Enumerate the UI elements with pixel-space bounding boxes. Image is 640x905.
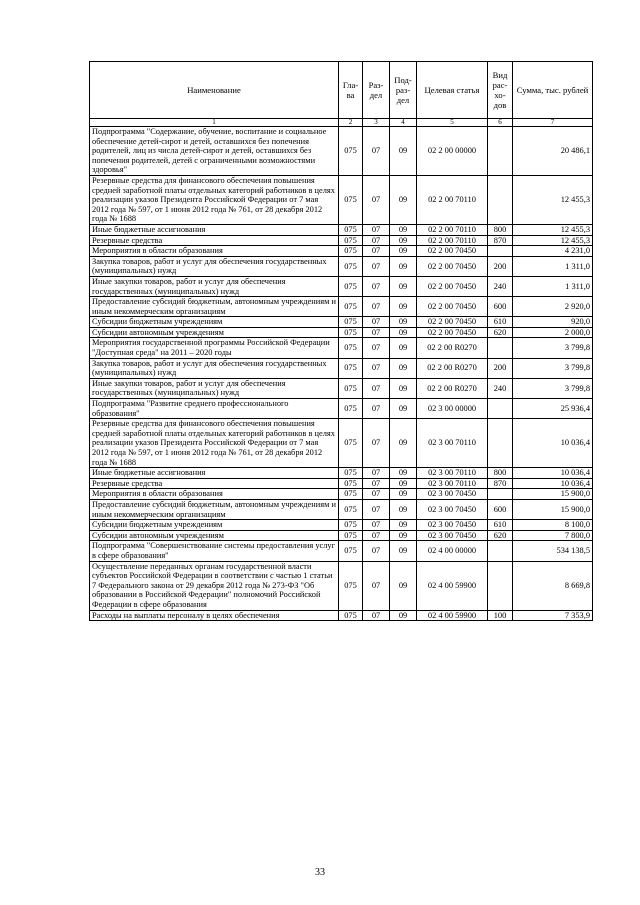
row-glava: 075 [339,489,363,500]
row-target: 02 2 00 00000 [417,127,488,176]
row-vid [488,127,513,176]
row-razdel: 07 [363,499,390,519]
row-vid [488,419,513,468]
row-vid: 620 [488,327,513,338]
row-podrazdel: 09 [390,520,417,531]
row-podrazdel: 09 [390,317,417,328]
row-vid: 870 [488,478,513,489]
row-razdel: 07 [363,520,390,531]
header-name: Наименование [90,62,339,119]
row-target: 02 3 00 70450 [417,489,488,500]
row-vid: 200 [488,358,513,378]
row-glava: 075 [339,224,363,235]
row-podrazdel: 09 [390,175,417,224]
row-target: 02 3 00 70110 [417,468,488,479]
row-vid [488,561,513,610]
row-razdel: 07 [363,561,390,610]
table-row [90,358,593,378]
row-target: 02 3 00 70450 [417,530,488,541]
row-sum: 7 800,0 [513,530,593,541]
row-target: 02 2 00 70450 [417,317,488,328]
table-row [90,276,593,296]
header-podrazdel: Под-раз-дел [390,62,417,119]
row-vid [488,338,513,358]
row-target: 02 2 00 R0270 [417,378,488,398]
row-sum: 3 799,8 [513,378,593,398]
row-target: 02 4 00 59900 [417,610,488,621]
row-target: 02 2 00 70110 [417,175,488,224]
row-sum: 3 799,8 [513,358,593,378]
row-razdel: 07 [363,276,390,296]
row-sum: 2 000,0 [513,327,593,338]
row-razdel: 07 [363,358,390,378]
row-target: 02 2 00 R0270 [417,358,488,378]
row-vid: 870 [488,235,513,246]
table-row [90,541,593,561]
row-podrazdel: 09 [390,378,417,398]
column-number-row [90,119,593,127]
row-name: Подпрограмма "Содержание, обучение, воспитание и социальное обеспечение детей-сирот и детей, оставшихся без попечения родителей, лиц из числа детей-сирот и детей, оставшихся без попечения родителей, детей с ограниченными возможностями здоровья" [90,127,339,176]
row-target: 02 2 00 70450 [417,297,488,317]
table-row [90,530,593,541]
header-row [90,62,593,119]
row-target: 02 2 00 70110 [417,224,488,235]
row-razdel: 07 [363,399,390,419]
header-sum: Сумма, тыс. рублей [513,62,593,119]
row-target: 02 4 00 00000 [417,541,488,561]
table-row [90,338,593,358]
row-podrazdel: 09 [390,478,417,489]
row-name: Подпрограмма "Совершенствование системы предоставления услуг в сфере образования" [90,541,339,561]
row-vid: 200 [488,256,513,276]
row-razdel: 07 [363,541,390,561]
row-name: Иные бюджетные ассигнования [90,224,339,235]
row-podrazdel: 09 [390,327,417,338]
row-glava: 075 [339,520,363,531]
row-name: Закупка товаров, работ и услуг для обеспечения государственных (муниципальных) нужд [90,358,339,378]
row-sum: 920,0 [513,317,593,328]
row-podrazdel: 09 [390,468,417,479]
row-glava: 075 [339,256,363,276]
row-razdel: 07 [363,530,390,541]
row-sum: 1 311,0 [513,276,593,296]
row-vid [488,175,513,224]
row-sum: 3 799,8 [513,338,593,358]
row-glava: 075 [339,317,363,328]
row-target: 02 2 00 R0270 [417,338,488,358]
col-number: 1 [90,119,339,127]
row-glava: 075 [339,561,363,610]
row-name: Иные закупки товаров, работ и услуг для обеспечения государственных (муниципальных) нужд [90,378,339,398]
header-razdel: Раз-дел [363,62,390,119]
table-row [90,175,593,224]
row-glava: 075 [339,297,363,317]
row-podrazdel: 09 [390,338,417,358]
row-sum: 15 900,0 [513,489,593,500]
row-glava: 075 [339,468,363,479]
col-number: 2 [339,119,363,127]
row-sum: 8 100,0 [513,520,593,531]
row-podrazdel: 09 [390,276,417,296]
row-podrazdel: 09 [390,561,417,610]
row-podrazdel: 09 [390,235,417,246]
row-name: Резервные средства для финансового обеспечения повышения средней заработной платы отдельных категорий работников в целях реализации указов Президента Российской Федерации от 7 мая 2012 года № 597, от 1 июня 2012 года № 761, от 28 декабря 2012 года № 1688 [90,175,339,224]
row-target: 02 3 00 70110 [417,419,488,468]
row-vid: 610 [488,520,513,531]
table-body [90,127,593,621]
row-sum: 12 455,3 [513,175,593,224]
row-vid: 800 [488,224,513,235]
row-name: Субсидии автономным учреждениям [90,530,339,541]
row-razdel: 07 [363,489,390,500]
row-glava: 075 [339,127,363,176]
row-podrazdel: 09 [390,610,417,621]
row-vid [488,399,513,419]
row-name: Резервные средства для финансового обеспечения повышения средней заработной платы отдельных категорий работников в целях реализации указов Президента Российской Федерации от 7 мая 2012 года № 597, от 1 июня 2012 года № 761, от 28 декабря 2012 года № 1688 [90,419,339,468]
row-podrazdel: 09 [390,127,417,176]
row-target: 02 2 00 70110 [417,235,488,246]
table-row [90,297,593,317]
row-glava: 075 [339,175,363,224]
row-name: Закупка товаров, работ и услуг для обеспечения государственных (муниципальных) нужд [90,256,339,276]
table-row [90,317,593,328]
row-podrazdel: 09 [390,530,417,541]
row-vid: 240 [488,378,513,398]
row-name: Предоставление субсидий бюджетным, автономным учреждениям и иным некоммерческим организациям [90,499,339,519]
row-sum: 10 036,4 [513,478,593,489]
row-razdel: 07 [363,256,390,276]
row-sum: 8 669,8 [513,561,593,610]
row-name: Резервные средства [90,478,339,489]
row-target: 02 3 00 70450 [417,520,488,531]
row-sum: 25 936,4 [513,399,593,419]
row-vid: 600 [488,297,513,317]
row-podrazdel: 09 [390,224,417,235]
row-glava: 075 [339,338,363,358]
row-vid: 240 [488,276,513,296]
row-podrazdel: 09 [390,358,417,378]
row-name: Субсидии бюджетным учреждениям [90,520,339,531]
table-row [90,246,593,257]
row-sum: 12 455,3 [513,224,593,235]
row-sum: 12 455,3 [513,235,593,246]
row-razdel: 07 [363,297,390,317]
row-glava: 075 [339,378,363,398]
table-row [90,399,593,419]
row-sum: 15 900,0 [513,499,593,519]
row-sum: 2 920,0 [513,297,593,317]
table-row [90,468,593,479]
row-target: 02 2 00 70450 [417,256,488,276]
row-sum: 4 231,0 [513,246,593,257]
row-razdel: 07 [363,175,390,224]
col-number: 4 [390,119,417,127]
header-target: Целевая статья [417,62,488,119]
row-vid: 600 [488,499,513,519]
row-podrazdel: 09 [390,489,417,500]
row-vid [488,246,513,257]
row-glava: 075 [339,530,363,541]
col-number: 7 [513,119,593,127]
table-row [90,478,593,489]
row-razdel: 07 [363,317,390,328]
row-glava: 075 [339,499,363,519]
row-glava: 075 [339,541,363,561]
row-podrazdel: 09 [390,297,417,317]
row-sum: 10 036,4 [513,419,593,468]
row-target: 02 2 00 70450 [417,246,488,257]
table-row [90,489,593,500]
table-row [90,378,593,398]
row-name: Иные закупки товаров, работ и услуг для обеспечения государственных (муниципальных) нужд [90,276,339,296]
row-name: Мероприятия государственной программы Российской Федерации "Доступная среда" на 2011 – 2020 годы [90,338,339,358]
row-vid: 100 [488,610,513,621]
table-row [90,235,593,246]
row-name: Субсидии автономным учреждениям [90,327,339,338]
row-name: Резервные средства [90,235,339,246]
row-razdel: 07 [363,235,390,246]
row-sum: 20 486,1 [513,127,593,176]
row-glava: 075 [339,610,363,621]
row-target: 02 4 00 59900 [417,561,488,610]
row-glava: 075 [339,399,363,419]
row-razdel: 07 [363,378,390,398]
row-podrazdel: 09 [390,419,417,468]
row-name: Расходы на выплаты персоналу в целях обеспечения [90,610,339,621]
row-sum: 7 353,9 [513,610,593,621]
row-glava: 075 [339,235,363,246]
row-name: Субсидии бюджетным учреждениям [90,317,339,328]
row-podrazdel: 09 [390,541,417,561]
row-name: Осуществление переданных органам государственной власти субъектов Российской Федерации в соответствии с частью 1 статьи 7 Федерального закона от 29 декабря 2012 года № 273-ФЗ "Об образовании в Российской Федерации" полномочий Российской Федерации в сфере образования [90,561,339,610]
budget-table [89,61,593,621]
row-glava: 075 [339,327,363,338]
row-razdel: 07 [363,224,390,235]
row-vid [488,541,513,561]
table-row [90,419,593,468]
row-podrazdel: 09 [390,499,417,519]
row-razdel: 07 [363,327,390,338]
row-glava: 075 [339,246,363,257]
row-name: Мероприятия в области образования [90,246,339,257]
table-row [90,561,593,610]
row-glava: 075 [339,419,363,468]
row-target: 02 2 00 70450 [417,276,488,296]
table-row [90,499,593,519]
row-razdel: 07 [363,246,390,257]
row-podrazdel: 09 [390,246,417,257]
row-glava: 075 [339,478,363,489]
row-razdel: 07 [363,478,390,489]
row-vid: 610 [488,317,513,328]
row-target: 02 2 00 70450 [417,327,488,338]
col-number: 3 [363,119,390,127]
row-vid [488,489,513,500]
row-name: Иные бюджетные ассигнования [90,468,339,479]
row-sum: 10 036,4 [513,468,593,479]
col-number: 5 [417,119,488,127]
table-row [90,127,593,176]
table-row [90,520,593,531]
col-number: 6 [488,119,513,127]
row-razdel: 07 [363,127,390,176]
row-name: Подпрограмма "Развитие среднего профессионального образования" [90,399,339,419]
row-sum: 1 311,0 [513,256,593,276]
row-razdel: 07 [363,338,390,358]
row-sum: 534 138,5 [513,541,593,561]
row-glava: 075 [339,358,363,378]
table-row [90,327,593,338]
row-podrazdel: 09 [390,399,417,419]
page-number: 33 [315,867,325,878]
row-glava: 075 [339,276,363,296]
header-vid: Вид рас-хо-дов [488,62,513,119]
row-name: Мероприятия в области образования [90,489,339,500]
row-razdel: 07 [363,610,390,621]
row-vid: 620 [488,530,513,541]
row-razdel: 07 [363,468,390,479]
row-target: 02 3 00 70110 [417,478,488,489]
row-vid: 800 [488,468,513,479]
row-target: 02 3 00 00000 [417,399,488,419]
table-row [90,610,593,621]
table-row [90,256,593,276]
table-row [90,224,593,235]
header-glava: Гла-ва [339,62,363,119]
row-name: Предоставление субсидий бюджетным, автономным учреждениям и иным некоммерческим организациям [90,297,339,317]
row-razdel: 07 [363,419,390,468]
row-target: 02 3 00 70450 [417,499,488,519]
row-podrazdel: 09 [390,256,417,276]
